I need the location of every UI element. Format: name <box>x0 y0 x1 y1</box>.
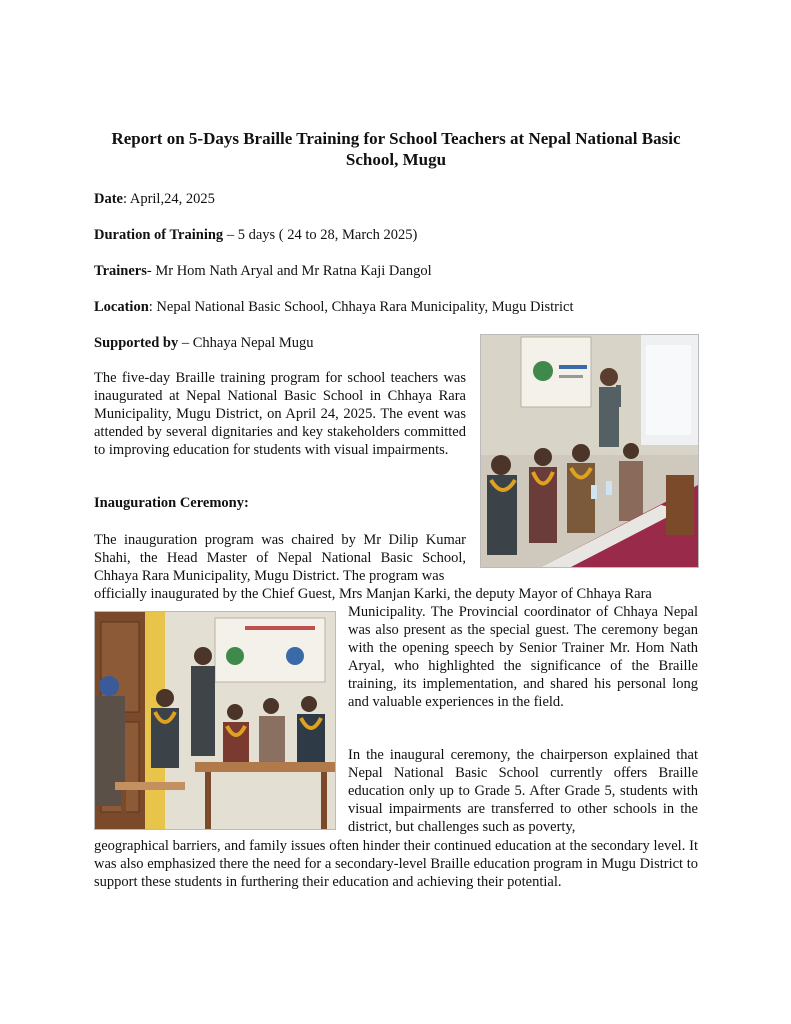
group-photo-image <box>95 612 335 829</box>
page-title: Report on 5-Days Braille Training for School Teachers at Nepal National Basic School, Mugu <box>111 129 681 169</box>
duration-value: – 5 days ( 24 to 28, March 2025) <box>223 227 418 243</box>
inauguration-paragraph-a: The inauguration program was chaired by Mr Dilip Kumar Shahi, the Head Master of Nepal National Basic School, Chhaya Rara Municipality, Mugu District. The program was <box>94 532 466 584</box>
location-value: : Nepal National Basic School, Chhaya Rara Municipality, Mugu District <box>148 299 574 315</box>
chair-paragraph-a: In the inaugural ceremony, the chairperson explained that Nepal National Basic School currently offers Braille education only up to Grade 5. After Grade 5, students with visual impairments are transferred to other schools in the district, but challenges such as poverty, <box>348 747 698 835</box>
duration-label: Duration of Training <box>94 227 224 243</box>
trainers-label: Trainers <box>94 263 147 279</box>
date-value: : April,24, 2025 <box>123 191 215 207</box>
trainers-line <box>94 262 432 280</box>
supported-value: – Chhaya Nepal Mugu <box>178 335 314 351</box>
supported-line <box>94 334 314 352</box>
supported-label: Supported by <box>94 335 179 351</box>
duration-line <box>94 226 417 244</box>
date-line <box>94 190 215 208</box>
inauguration-heading: Inauguration Ceremony: <box>94 495 249 511</box>
inauguration-paragraph-b: officially inaugurated by the Chief Guest, Mrs Manjan Karki, the deputy Mayor of Chhaya Rara <box>94 586 652 602</box>
date-label: Date <box>94 191 123 207</box>
chair-paragraph-b: geographical barriers, and family issues often hinder their continued education at the secondary level. It was also emphasized there the need for a secondary-level Braille education program in Mugu District to support these students in furthering their education and achieving their potential. <box>94 838 698 890</box>
intro-paragraph: The five-day Braille training program for school teachers was inaugurated at Nepal National Basic School in Chhaya Rara Municipality, Mugu District, on April 24, 2025. The event was attended by several dignitaries and key stakeholders committed to improving education for students with visual impairments. <box>94 370 466 458</box>
location-line <box>94 298 574 316</box>
group-photo <box>94 611 336 830</box>
inauguration-photo-image <box>481 335 698 567</box>
inauguration-photo <box>480 334 699 568</box>
trainers-value: - Mr Hom Nath Aryal and Mr Ratna Kaji Dangol <box>146 263 432 279</box>
location-label: Location <box>94 299 149 315</box>
inauguration-paragraph-c: Municipality. The Provincial coordinator of Chhaya Nepal was also present as the special guest. The ceremony began with the opening speech by Senior Trainer Mr. Hom Nath Aryal, who highlighted the significance of the Braille training, its implementation, and shared his personal long and valuable experiences in the field. <box>348 604 698 710</box>
